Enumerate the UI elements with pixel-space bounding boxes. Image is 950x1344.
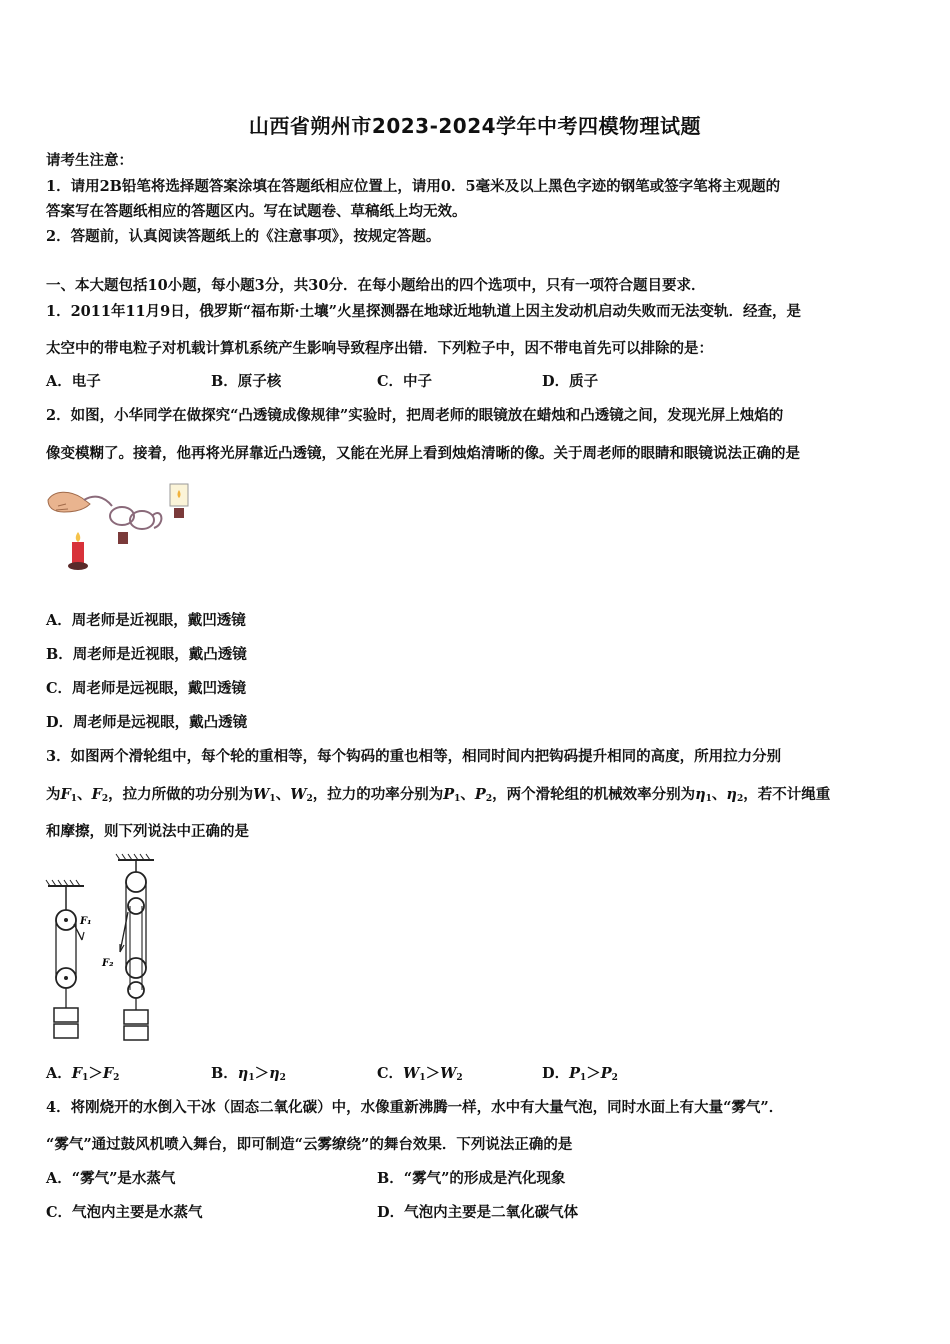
q3-option-c-lhs-sub: 1 <box>419 1073 426 1083</box>
q3-option-d-rhs-sub: 2 <box>611 1073 618 1083</box>
weight-2a <box>124 1010 148 1024</box>
q3-p1-sub: 1 <box>454 794 461 804</box>
q3-option-b-rhs: η <box>269 1065 280 1082</box>
q2-option-a: A．周老师是近视眼，戴凹透镜 <box>46 612 246 629</box>
q3-option-b <box>211 1064 286 1084</box>
q3-option-c-op: ＞ <box>425 1065 441 1082</box>
weight-2b <box>124 1026 148 1040</box>
candle <box>72 542 84 564</box>
q3-sep-4: 、 <box>711 786 727 803</box>
q3-text-c: ，拉力的功率分别为 <box>312 786 444 803</box>
notice-heading: 请考生注意： <box>46 152 133 169</box>
q1-option-d: D．质子 <box>542 373 599 390</box>
q3-option-a-rhs-sub: 2 <box>113 1073 120 1083</box>
q3-option-a-lhs-sub: 1 <box>82 1073 89 1083</box>
q3-eta1: η <box>695 786 706 803</box>
weight-1b <box>54 1024 78 1038</box>
q3-option-b-rhs-sub: 2 <box>279 1073 286 1083</box>
q3-line-2 <box>46 785 830 805</box>
page-title: 山西省朔州市2023-2024学年中考四模物理试题 <box>248 114 702 138</box>
q3-option-c-lhs: W <box>403 1065 420 1082</box>
q3-f2: F <box>91 786 102 803</box>
notice-line-1: 1．请用2B铅笔将选择题答案涂填在答题纸相应位置上，请用0．5毫米及以上黑色字迹的钢笔或签字笔将主观题的 <box>46 178 781 195</box>
screen-holder <box>174 508 184 518</box>
q3-sep-2: 、 <box>275 786 291 803</box>
q2-line-1: 2．如图，小华同学在做探究“凸透镜成像规律”实验时，把周老师的眼镜放在蜡烛和凸透镜之间，发现光屏上烛焰的 <box>46 407 784 424</box>
arrow-f1 <box>78 932 84 940</box>
q1-option-b: B．原子核 <box>211 373 282 390</box>
fixed-pulley-1-axle <box>64 918 68 922</box>
q1-line-2: 太空中的带电粒子对机载计算机系统产生影响导致程序出错．下列粒子中，因不带电首先可以排除的是： <box>46 340 713 357</box>
q3-f1-sub: 1 <box>70 794 78 804</box>
q3-line-1: 3．如图两个滑轮组中，每个轮的重相等，每个钩码的重也相等，相同时间内把钩码提升相同的高度，所用拉力分别 <box>46 748 782 765</box>
q3-option-d-prefix: D． <box>542 1065 570 1082</box>
q3-f1: F <box>60 786 71 803</box>
q3-w1-sub: 1 <box>269 794 276 804</box>
q3-option-d <box>542 1064 618 1084</box>
lens-holder <box>118 532 128 544</box>
movable-pulley-1-axle <box>64 976 68 980</box>
q4-option-c: C．气泡内主要是水蒸气 <box>46 1204 203 1221</box>
label-f2: F₂ <box>102 958 114 969</box>
q3-option-d-lhs-sub: 1 <box>579 1073 587 1083</box>
q3-eta2-sub: 2 <box>736 794 744 804</box>
q3-p2-sub: 2 <box>485 794 493 804</box>
q1-option-c: C．中子 <box>377 373 433 390</box>
q4-line-2: “雾气”通过鼓风机喷入舞台，即可制造“云雾缭绕”的舞台效果．下列说法正确的是 <box>46 1136 573 1153</box>
q4-option-d: D．气泡内主要是二氧化碳气体 <box>377 1204 579 1221</box>
q3-option-d-op: ＞ <box>586 1065 601 1082</box>
q3-option-c-rhs: W <box>440 1065 457 1082</box>
q3-w2: W <box>290 786 307 803</box>
q3-sep-3: 、 <box>460 786 475 803</box>
section-1-heading: 一、本大题包括10小题，每小题3分，共30分．在每小题给出的四个选项中，只有一项符合题目要求． <box>46 277 706 294</box>
q3-option-a <box>46 1064 119 1084</box>
candle-base <box>68 562 88 570</box>
notice-line-3: 2．答题前，认真阅读答题纸上的《注意事项》，按规定答题。 <box>46 228 441 245</box>
fixed-pulley-2a <box>126 872 146 892</box>
q1-option-a: A．电子 <box>46 373 101 390</box>
q2-option-d: D．周老师是远视眼，戴凸透镜 <box>46 714 248 731</box>
q3-sep-1: 、 <box>77 786 92 803</box>
lens-experiment-figure <box>44 476 194 576</box>
q3-option-d-rhs: P <box>600 1065 612 1082</box>
q3-text-b: ，拉力所做的功分别为 <box>108 786 254 803</box>
q3-option-c <box>377 1064 463 1084</box>
q3-option-a-rhs: F <box>102 1065 114 1082</box>
q3-option-c-prefix: C． <box>377 1065 404 1082</box>
q2-line-2: 像变模糊了。接着，他再将光屏靠近凸透镜，又能在光屏上看到烛焰清晰的像。关于周老师的眼睛和眼镜说法正确的是 <box>46 445 800 462</box>
q3-w1: W <box>253 786 270 803</box>
q3-text-d: ，两个滑轮组的机械效率分别为 <box>492 786 696 803</box>
label-f1: F₁ <box>80 916 92 927</box>
q3-option-a-lhs: F <box>71 1065 83 1082</box>
q3-w2-sub: 2 <box>306 794 313 804</box>
q3-option-c-rhs-sub: 2 <box>456 1073 463 1083</box>
q3-option-a-op: ＞ <box>88 1065 103 1082</box>
movable-pulley-2a <box>126 958 146 978</box>
q3-option-b-lhs-sub: 1 <box>248 1073 255 1083</box>
q3-line-3: 和摩擦，则下列说法中正确的是 <box>46 823 249 840</box>
q3-option-b-prefix: B． <box>211 1065 238 1082</box>
q3-f2-sub: 2 <box>101 794 109 804</box>
q4-option-b: B．“雾气”的形成是汽化现象 <box>377 1170 566 1187</box>
q3-option-b-op: ＞ <box>254 1065 270 1082</box>
q3-option-b-lhs: η <box>237 1065 249 1082</box>
notice-line-2: 答案写在答题纸相应的答题区内。写在试题卷、草稿纸上均无效。 <box>46 203 467 220</box>
q3-eta2: η <box>726 786 737 803</box>
q2-option-c: C．周老师是远视眼，戴凹透镜 <box>46 680 247 697</box>
q1-line-1: 1．2011年11月9日，俄罗斯“福布斯·土壤”火星探测器在地球近地轨道上因主发动机启动失败而无法变轨．经查，是 <box>46 303 801 320</box>
hand-shape <box>48 492 90 512</box>
q3-eta1-sub: 1 <box>705 794 712 804</box>
q3-p1: P <box>443 786 455 803</box>
candle-flame <box>76 532 81 542</box>
q4-option-a: A．“雾气”是水蒸气 <box>46 1170 176 1187</box>
q3-p2: P <box>474 786 486 803</box>
weight-1a <box>54 1008 78 1022</box>
q3-option-a-prefix: A． <box>46 1065 72 1082</box>
q3-text-a: 为 <box>46 786 61 803</box>
q2-option-b: B．周老师是近视眼，戴凸透镜 <box>46 646 247 663</box>
q3-text-e: ，若不计绳重 <box>743 786 831 803</box>
q4-line-1: 4．将刚烧开的水倒入干冰（固态二氧化碳）中，水像重新沸腾一样，水中有大量气泡，同时水面上有大量“雾气”． <box>46 1099 784 1116</box>
q3-option-d-lhs: P <box>569 1065 580 1082</box>
pulley-systems-figure <box>44 852 164 1047</box>
